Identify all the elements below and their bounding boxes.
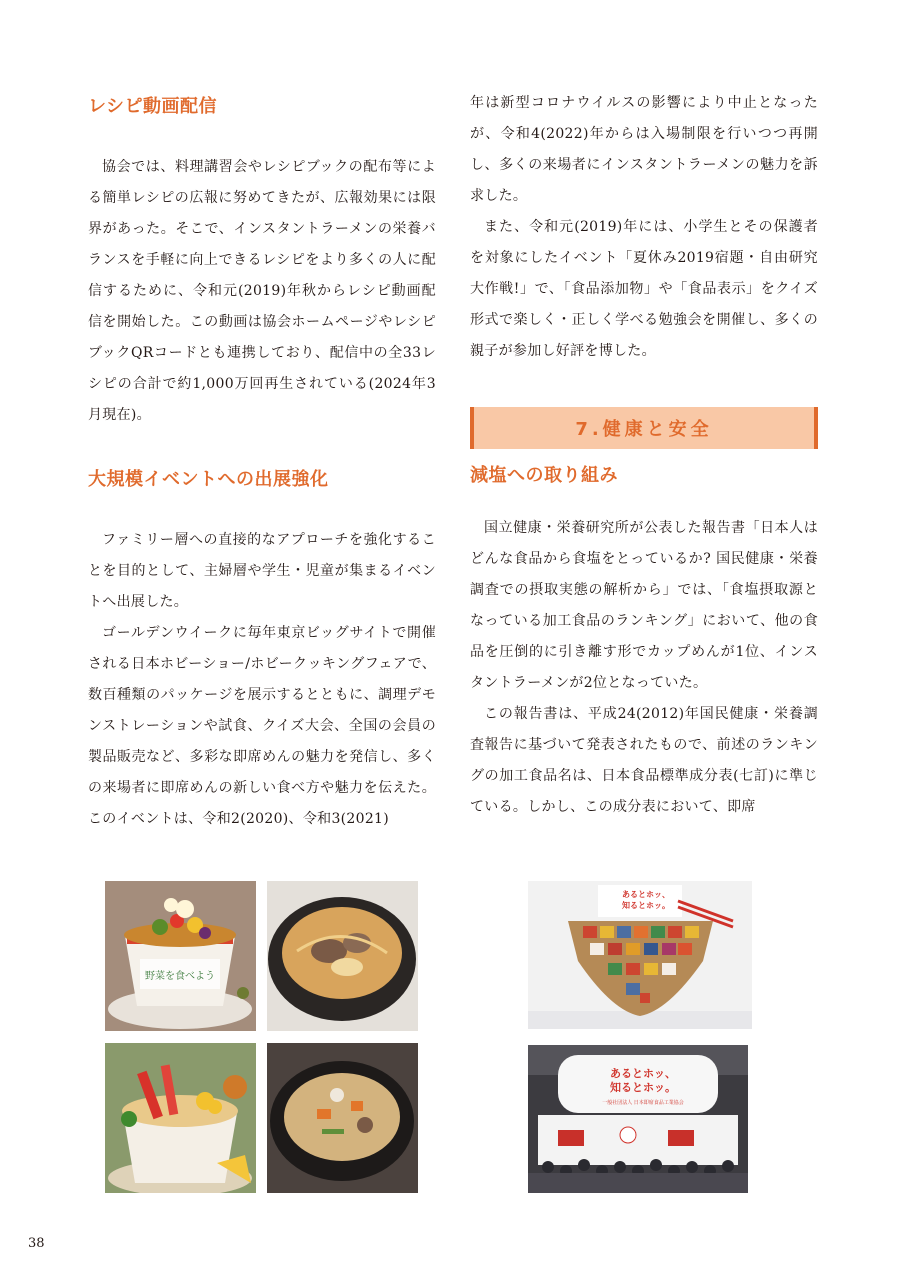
wall-sign-line1: あるとホッ、 — [622, 890, 670, 899]
photo-exhibition-booth — [528, 1045, 748, 1193]
cup-label-text: 野菜を食べよう — [145, 971, 215, 982]
booth-sign-line1: あるとホッ、 — [610, 1067, 676, 1080]
section-title: 7.健康と安全 — [575, 419, 713, 440]
photo-vegetable-soup-noodle — [267, 1043, 418, 1193]
section-band-health-safety — [470, 407, 818, 449]
paragraph-summer-event: また、令和元(2019)年には、小学生とその保護者を対象にしたイベント「夏休み2019宿題・自由研究大作戦!」で、「食品添加物」や「食品表示」をクイズ形式で楽しく・正しく学べる勉強会を開催し、多くの親子が参加し好評を博した。 — [470, 219, 818, 359]
page-number: 38 — [28, 1236, 45, 1251]
paragraph-salt-report: 国立健康・栄養研究所が公表した報告書「日本人はどんな食品から食塩をとっているか? 国民健康・栄養調査での摂取実態の解析から」では、「食塩摂取源となっている加工食品のランキング」において、他の食品を圧倒的に引き離す形でカップめんが1位、インスタントラーメンが2位となっていた。 — [470, 520, 818, 691]
paragraph-hobby-show: ゴールデンウイークに毎年東京ビッグサイトで開催される日本ホビーショー/ホビークッキングフェアで、数百種類のパッケージを展示するとともに、調理デモンストレーションや試食、クイズ大会、全国の会員の製品販売など、多彩な即席めんの魅力を発信し、多くの来場者に即席めんの新しい食べ方や魅力を伝えた。このイベントは、令和2(2020)、令和3(2021) — [88, 625, 436, 827]
photo-cold-noodle-cup — [105, 1043, 256, 1193]
exhibition-booth-image — [528, 1045, 748, 1193]
paragraph-event-continued: 年は新型コロナウイルスの影響により中止となったが、令和4(2022)年からは入場制限を行いつつ再開し、多くの来場者にインスタントラーメンの魅力を訴求した。 — [470, 95, 818, 204]
wall-sign-line2: 知るとホッ。 — [622, 901, 670, 910]
right-column — [470, 88, 818, 823]
paragraph-report-basis: この報告書は、平成24(2012)年国民健康・栄養調査報告に基づいて発表されたもので、前述のランキングの加工食品名は、日本食品標準成分表(七訂)に準じている。しかし、この成分表において、即席 — [470, 706, 818, 815]
left-column — [88, 88, 436, 835]
heading-large-events: 大規模イベントへの出展強化 — [88, 469, 329, 490]
cold-noodle-cup-image — [105, 1043, 256, 1193]
heading-recipe-video: レシピ動画配信 — [88, 96, 218, 117]
photo-mushroom-noodle-bowl — [267, 881, 418, 1031]
mushroom-noodle-image — [267, 881, 418, 1031]
paragraph-family-approach: ファミリー層への直接的なアプローチを強化することを目的として、主婦層や学生・児童が集まるイベントへ出展した。 — [88, 532, 436, 610]
photo-veggie-cup-noodle — [105, 881, 256, 1031]
heading-salt-reduction: 減塩への取り組み — [470, 465, 618, 486]
veggie-cup-noodle-image — [105, 881, 256, 1031]
vegetable-soup-noodle-image — [267, 1043, 418, 1193]
package-wall-image — [528, 881, 752, 1029]
booth-sign-line2: 知るとホッ。 — [610, 1081, 676, 1094]
paragraph-recipe-video: 協会では、料理講習会やレシピブックの配布等による簡単レシピの広報に努めてきたが、広報効果には限界があった。そこで、インスタントラーメンの栄養バランスを手軽に向上できるレシピをより多くの人に配信するために、令和元(2019)年秋からレシピ動画配信を開始した。この動画は協会ホームページやレシピブックQRコードとも連携しており、配信中の全33レシピの合計で約1,000万回再生されている(2024年3月現在)。 — [88, 159, 436, 423]
photo-package-wall — [528, 881, 752, 1029]
booth-sign-sub: 一般社団法人 日本即席食品工業協会 — [602, 1100, 684, 1106]
